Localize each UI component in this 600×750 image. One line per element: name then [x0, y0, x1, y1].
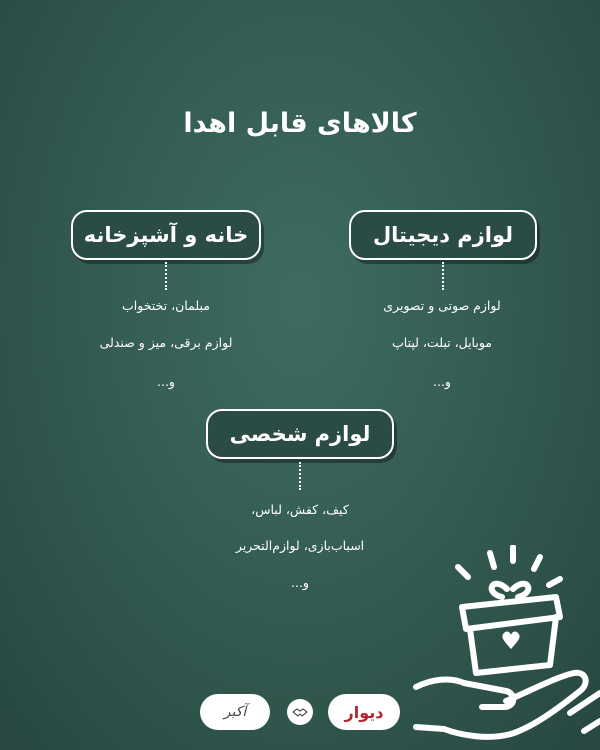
- partner-logo-text: آکبر: [223, 704, 247, 720]
- list-item: لوازم صوتی و تصویری: [383, 298, 501, 313]
- partner-logo: [200, 694, 270, 730]
- list-item: و...: [433, 374, 451, 389]
- divar-logo: [328, 694, 400, 730]
- handshake-icon: [287, 699, 313, 725]
- list-item: مبلمان، تختخواب: [122, 298, 210, 313]
- page-title: کالاهای قابل اهدا: [183, 108, 417, 139]
- list-item: اسباب‌بازی، لوازم‌التحریر: [235, 538, 365, 553]
- list-item: موبایل، تبلت، لپتاپ: [392, 335, 492, 350]
- category-personal-pill: [206, 409, 394, 459]
- divar-logo-text: دیوار: [344, 702, 384, 722]
- connector-dots: [442, 262, 444, 290]
- category-home-kitchen-label: خانه و آشپزخانه: [83, 223, 249, 247]
- category-digital-pill: [349, 210, 537, 260]
- connector-dots: [165, 262, 167, 290]
- category-home-kitchen-pill: [71, 210, 261, 260]
- gift-hand-icon: [410, 545, 600, 750]
- category-personal-label: لوازم شخصی: [229, 422, 371, 446]
- list-item: و...: [157, 374, 175, 389]
- list-item: کیف، کفش، لباس،: [251, 502, 349, 517]
- list-item: لوازم برقی، میز و صندلی: [99, 335, 233, 350]
- list-item: و...: [291, 575, 309, 590]
- category-digital-label: لوازم دیجیتال: [372, 223, 514, 247]
- connector-dots: [299, 462, 301, 490]
